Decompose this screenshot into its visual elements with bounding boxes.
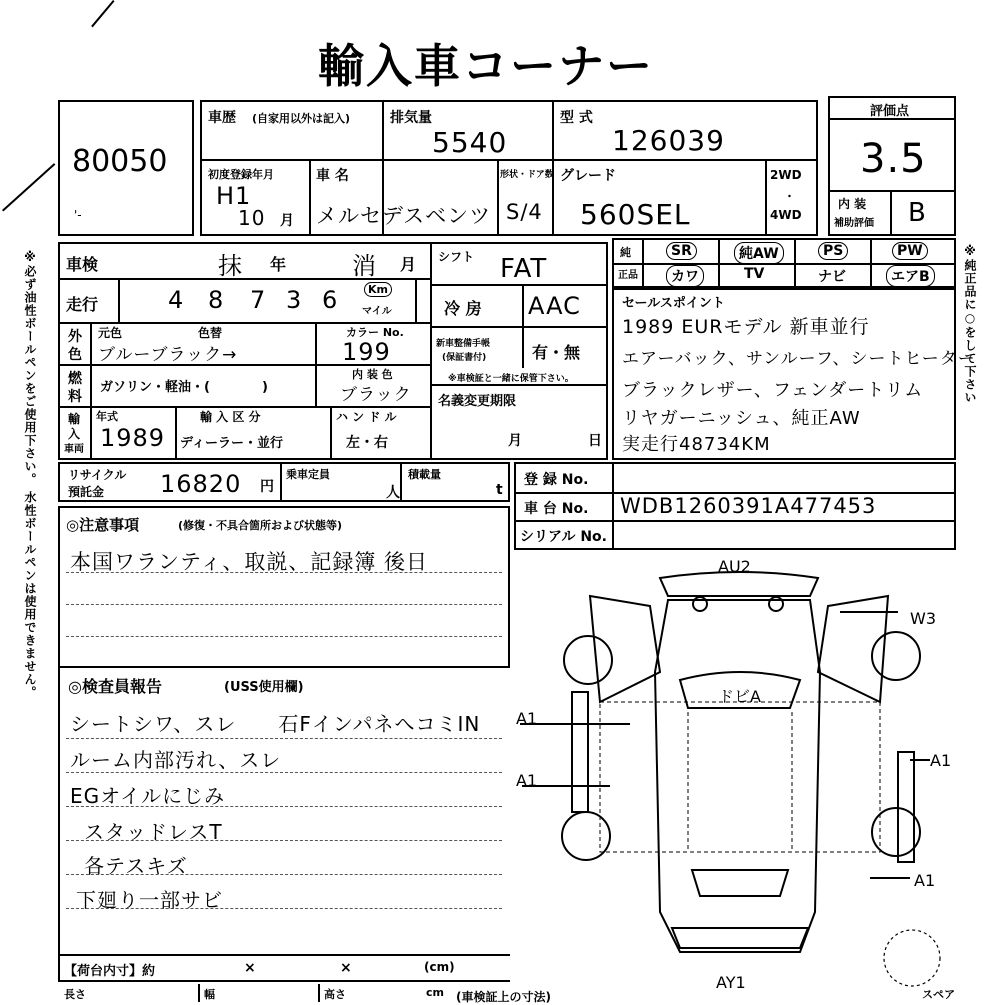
inspection-year-text: 抹	[218, 252, 243, 280]
shift-ac-table	[430, 242, 608, 460]
equip-sr: SR	[666, 242, 697, 260]
size-width: 幅	[204, 988, 215, 1001]
right-side-note: ※純正品に○をして下さい	[963, 244, 977, 404]
diagram-mark-dbia: ドビA	[718, 687, 761, 706]
inspection-month-text: 消	[352, 252, 377, 280]
notes-label: ◎注意事項	[66, 516, 140, 534]
handle-label: ハ ン ド ル	[336, 410, 397, 424]
handle-value: 左・右	[346, 435, 388, 451]
equip-airbag: エアB	[886, 265, 935, 287]
color-label-bottom: 色	[68, 347, 82, 363]
mileage-label: 走行	[66, 295, 99, 314]
color-code-value: 199	[342, 338, 391, 366]
inspector-box	[58, 668, 510, 954]
load-label: 積載量	[408, 468, 441, 481]
model-code-label: 型 式	[560, 110, 593, 126]
load-unit: t	[496, 482, 503, 498]
chassis-value: WDB1260391A477453	[620, 494, 877, 518]
mileage-unit-mile: マイル	[362, 306, 392, 317]
capacity-label: 乗車定員	[286, 468, 330, 481]
score-value: 3.5	[860, 136, 927, 182]
size-length: 長さ	[64, 988, 86, 1001]
selling-point-2: エアーバック、サンルーフ、シートヒーター	[622, 349, 976, 369]
displacement-value: 5540	[432, 126, 508, 159]
inspector-line-2: ルーム内部汚れ、スレ	[70, 748, 282, 772]
diagram-mark-a1-left-top: A1	[516, 709, 538, 728]
inspector-line-1: シートシワ、スレ 石FインパネへコミIN	[70, 712, 481, 736]
mileage-digit-1: 4	[168, 286, 185, 314]
equip-navi: ナビ	[818, 269, 846, 285]
lot-number: 80050	[72, 144, 168, 179]
manual-note: ※車検証と一緒に保管下さい。	[448, 374, 574, 384]
color-label-top: 外	[68, 329, 82, 345]
history-label: 車歴	[208, 110, 236, 126]
registration-label: 登 録 No.	[524, 472, 589, 488]
shape-doors-value: S/4	[506, 200, 543, 224]
interior-color-label: 内 装 色	[352, 368, 393, 381]
drive-dot: ・	[784, 190, 795, 203]
first-reg-year: H1	[216, 182, 252, 210]
selling-point-4: リヤガーニッシュ、純正AW	[622, 408, 861, 429]
name-change-day: 日	[588, 433, 602, 449]
recycle-label-top: リサイクル	[68, 468, 127, 482]
first-reg-month: 10	[238, 206, 266, 230]
selling-points-label: セールスポイント	[622, 296, 725, 311]
spare-label: スペア	[922, 988, 955, 1001]
diagram-mark-au2: AU2	[718, 557, 751, 576]
interior-label-bottom: 補助評価	[834, 218, 874, 229]
model-code-value: 126039	[612, 124, 725, 157]
diagram-mark-a1-right-low: A1	[914, 871, 936, 890]
page-title: 輸入車コーナー	[318, 39, 654, 93]
inspection-year-unit: 年	[270, 255, 287, 274]
recycle-label-bottom: 預託金	[68, 485, 105, 499]
lot-mark: '-	[74, 208, 82, 222]
ac-value: AAC	[528, 292, 581, 320]
shape-doors-label: 形状・ドア数	[500, 170, 554, 180]
ac-label: 冷 房	[444, 299, 482, 318]
manual-label-bottom: (保証書付)	[442, 353, 487, 363]
car-damage-diagram	[510, 552, 1002, 1002]
inspector-label: ◎検査員報告	[68, 677, 162, 696]
inspector-line-3: EGオイルにじみ	[70, 784, 226, 808]
equip-pw: PW	[892, 242, 928, 260]
mileage-digit-2: 8	[208, 286, 225, 314]
registration-block	[514, 462, 956, 550]
import-year-label: 年式	[96, 410, 118, 423]
equip-aw: 純AW	[734, 242, 784, 264]
mileage-unit-km: Km	[364, 282, 392, 297]
cargo-unit: (cm)	[424, 960, 455, 974]
selling-point-3: ブラックレザー、フェンダートリム	[622, 380, 924, 401]
shift-value: FAT	[500, 254, 548, 284]
first-reg-label: 初度登録年月	[208, 168, 274, 181]
color-change-label: 色替	[198, 326, 223, 340]
import-type-label: 輸 入 区 分	[200, 410, 261, 424]
diagram-mark-ay1: AY1	[716, 973, 746, 992]
shift-label: シフト	[438, 250, 475, 264]
history-note: (自家用以外は記入)	[252, 112, 351, 125]
inspector-line-6: 下廻り一部サビ	[76, 888, 223, 912]
size-row	[58, 984, 510, 1002]
car-name-label: 車 名	[316, 168, 349, 184]
cargo-row	[58, 954, 510, 982]
serial-label: シリアル No.	[520, 529, 607, 545]
manual-value: 有・無	[532, 343, 581, 362]
inspector-line-4: スタッドレスT	[84, 820, 223, 844]
selling-point-1: 1989 EURモデル 新車並行	[622, 316, 870, 338]
diagram-mark-a1-left-mid: A1	[516, 771, 538, 790]
inspection-label: 車検	[66, 255, 99, 274]
cargo-label: 【荷台内寸】約	[64, 964, 156, 979]
equipment-label-bottom: 正品	[618, 270, 638, 281]
import-label-mid: 入	[68, 427, 81, 441]
lot-number-box	[58, 100, 194, 236]
color-orig-label: 元色	[98, 326, 123, 340]
size-cert-note: (車検証上の寸法)	[456, 990, 551, 1004]
notes-line-1: 本国ワランティ、取説、記録簿 後日	[70, 550, 428, 574]
diagram-mark-a1-right-mid: A1	[930, 751, 952, 770]
color-orig-value: ブルーブラック→	[98, 345, 238, 365]
selling-point-5: 実走行48734KM	[622, 434, 771, 455]
corner-stroke-top	[91, 0, 114, 27]
first-reg-month-unit: 月	[280, 213, 294, 229]
notes-box	[58, 506, 510, 668]
recycle-value: 16820	[160, 470, 242, 498]
import-type-value: ディーラー・並行	[180, 436, 283, 451]
cargo-x2: ×	[340, 960, 352, 976]
name-change-label: 名義変更期限	[438, 394, 517, 409]
manual-label-top: 新車整備手帳	[436, 339, 491, 349]
import-year-value: 1989	[100, 424, 166, 452]
equipment-box	[612, 238, 956, 288]
fuel-options: ガソリン・軽油・( )	[100, 380, 268, 395]
name-change-month: 月	[508, 433, 522, 449]
grade-value: 560SEL	[580, 198, 691, 231]
interior-value: B	[908, 198, 927, 228]
size-cm: cm	[426, 986, 444, 999]
diagram-mark-w3: W3	[910, 609, 936, 628]
mileage-digit-4: 3	[286, 286, 303, 314]
mileage-digit-3: 7	[250, 286, 267, 314]
vehicle-info-grid	[200, 100, 818, 236]
size-height: 高さ	[324, 988, 346, 1001]
equipment-label-top: 純	[620, 246, 631, 259]
grade-label: グレード	[560, 168, 616, 184]
chassis-label: 車 台 No.	[524, 501, 589, 517]
inspector-line-5: 各テスキズ	[84, 854, 188, 878]
details-table	[58, 242, 432, 460]
corner-stroke-left	[2, 163, 55, 211]
drive-4wd: 4WD	[770, 208, 802, 222]
equip-leather: カワ	[666, 265, 704, 287]
fuel-label-top: 燃	[68, 371, 82, 387]
recycle-row	[58, 462, 510, 502]
import-label-top: 輸	[68, 412, 81, 426]
drive-2wd: 2WD	[770, 168, 802, 182]
cargo-x1: ×	[244, 960, 256, 976]
notes-sub: (修復・不具合箇所および状態等)	[178, 519, 343, 532]
fuel-label-bottom: 料	[68, 389, 82, 405]
displacement-label: 排気量	[390, 110, 432, 126]
left-side-note: ※必ず油性ボールペンをご使用下さい。 水性ボールペンは使用できません。	[23, 250, 37, 700]
color-code-label: カラー No.	[346, 326, 404, 339]
inspection-month-unit: 月	[400, 255, 417, 274]
equip-ps: PS	[818, 242, 848, 260]
equip-tv: TV	[744, 266, 765, 282]
score-box	[828, 96, 956, 236]
interior-color-value: ブラック	[340, 385, 412, 405]
capacity-unit: 人	[386, 485, 400, 501]
inspector-sub: (USS使用欄)	[224, 680, 304, 695]
recycle-unit: 円	[260, 479, 274, 495]
score-label: 評価点	[870, 104, 910, 119]
interior-label-top: 内 装	[838, 197, 867, 211]
car-name-value: メルセデスベンツ	[316, 204, 492, 228]
import-label-bottom: 車両	[64, 444, 84, 455]
mileage-digit-5: 6	[322, 286, 339, 314]
